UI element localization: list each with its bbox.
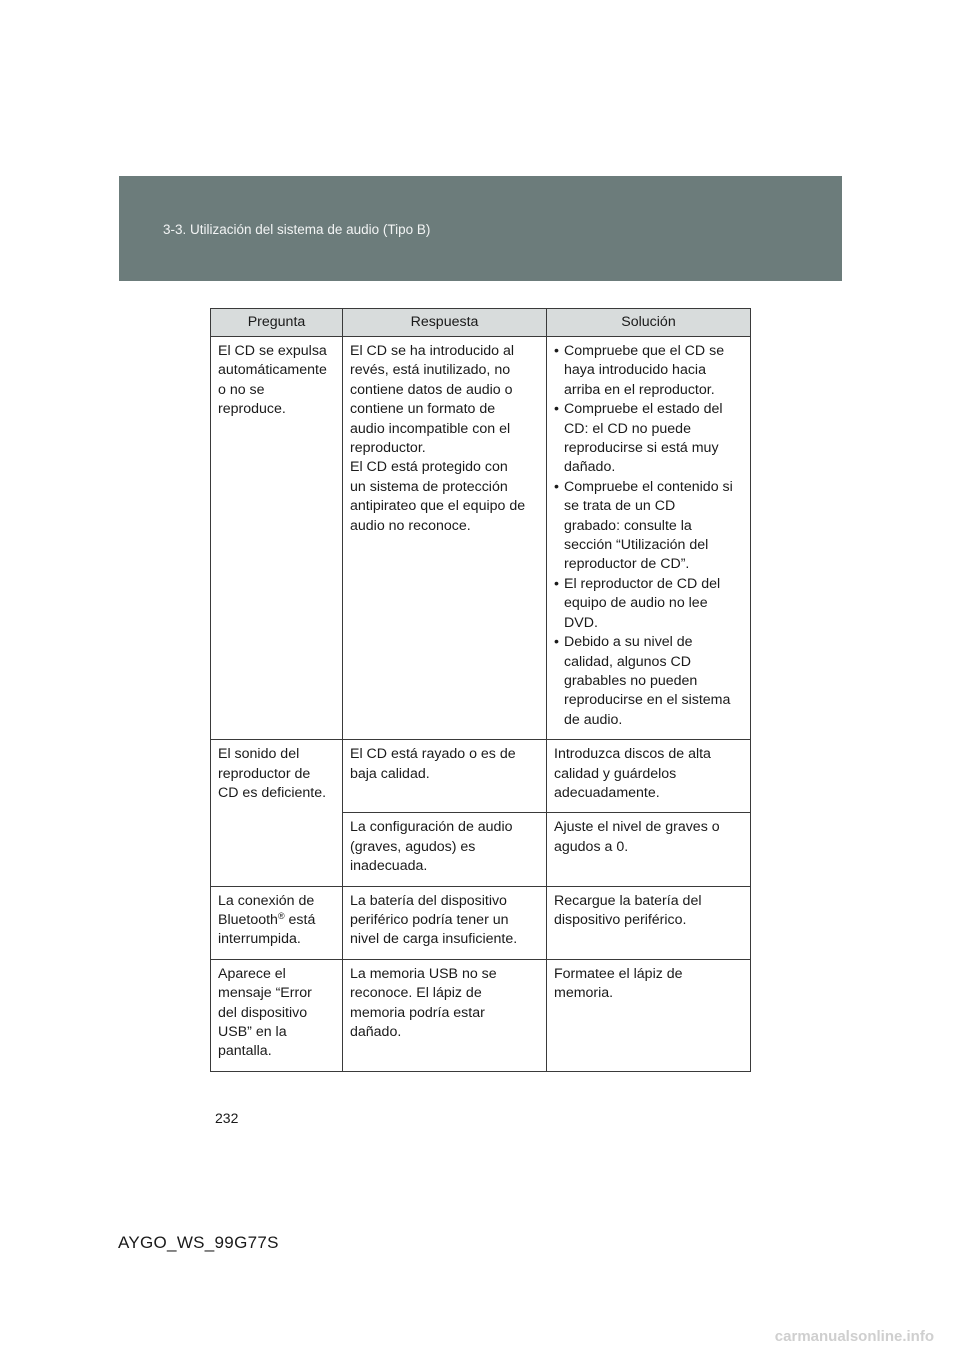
section-title: 3-3. Utilización del sistema de audio (Tipo B) [163,222,431,237]
text-line: memoria podría estar [350,1004,485,1021]
solution-item [554,633,745,730]
text-line: El sonido del [218,746,300,763]
text-line: audio incompatible con el [350,420,511,437]
text-line: • Compruebe el estado del [564,401,723,418]
text-line: revés, está inutilizado, no [350,362,511,379]
text-line: del dispositivo [218,1004,308,1021]
text-line: o no se [218,381,265,398]
text-line: • El reproductor de CD del [564,575,721,592]
solution-item [554,342,745,400]
question-cell [211,959,343,1071]
table-row [211,740,751,813]
text-line: • Debido a su nivel de [564,634,693,651]
text-line: reproductor. [350,440,426,457]
text-line: La batería del dispositivo [350,892,507,909]
registered-mark: ® [277,910,285,921]
text-line: Introduzca discos de alta [554,746,711,763]
text-line: memoria. [554,985,614,1002]
text-line: CD es deficiente. [218,784,327,801]
text-line: El CD se ha introducido al [350,343,515,359]
text-line: Aparece el [218,965,286,982]
text-line: dañado. [350,1024,402,1040]
text-line: se trata de un CD [564,498,676,515]
text-line: nivel de carga insuficiente. [350,931,518,948]
text-line: automáticamente [218,362,327,379]
solution-cell [547,959,751,1071]
solution-list [554,342,745,730]
text-line [218,911,337,930]
table-row [211,959,751,1071]
text-line: periférico podría tener un [350,911,509,928]
solution-cell [547,813,751,886]
text-line: Formatee el lápiz de [554,965,683,982]
text-line: audio no reconoce. [350,517,471,534]
text-line: mensaje “Error [218,985,312,1002]
watermark: carmanualsonline.info [774,1328,934,1345]
document-code: AYGO_WS_99G77S [118,1233,279,1252]
question-cell [211,740,343,886]
text-line: reconoce. El lápiz de [350,985,482,1002]
text-line: Ajuste el nivel de graves o [554,819,720,836]
text-line: arriba en el reproductor. [564,381,715,398]
text-line: El CD está protegido con [350,459,508,476]
text-line: un sistema de protección [350,478,508,495]
text-line: contiene datos de audio o [350,381,513,398]
text-line: interrumpida. [218,931,301,948]
text-line: inadecuada. [350,858,428,875]
text-line: baja calidad. [350,765,430,782]
table-header-row [211,309,751,337]
text-fragment: está [284,911,316,928]
answer-cell [343,959,547,1071]
text-line: reproducirse si está muy [564,440,719,457]
bluetooth-text: Bluetooth [218,911,278,928]
solution-cell [547,886,751,959]
text-line: contiene un formato de [350,401,496,418]
answer-cell [343,813,547,886]
text-line: reproduce. [218,401,286,418]
troubleshooting-table [210,308,751,1072]
page-number: 232 [215,1110,239,1126]
column-header-question: Pregunta [211,309,343,337]
table-row [211,886,751,959]
text-line: • Compruebe el contenido si [564,478,733,495]
text-line: • Compruebe que el CD se [564,343,725,359]
column-header-answer: Respuesta [343,309,547,337]
text-line: agudos a 0. [554,838,629,855]
text-line: El CD está rayado o es de [350,746,516,763]
solution-cell [547,740,751,813]
answer-cell [343,337,547,740]
column-header-solution: Solución [547,309,751,337]
question-cell [211,337,343,740]
text-line: sección “Utilización del [564,537,709,554]
text-line: La conexión de [218,892,315,909]
text-line: reproducirse en el sistema [564,692,731,709]
solution-item [554,400,745,478]
text-line: de audio. [564,711,623,728]
text-line: haya introducido hacia [564,362,706,379]
text-line: La memoria USB no se [350,965,497,982]
text-line: grabado: consulte la [564,517,692,534]
text-line: reproductor de CD”. [564,556,690,573]
text-line: El CD se expulsa [218,343,327,359]
text-line: USB” en la [218,1024,287,1040]
text-line: pantalla. [218,1043,272,1060]
header-band [119,176,842,281]
text-line: equipo de audio no lee [564,595,708,612]
text-line: calidad y guárdelos [554,765,677,782]
solution-cell [547,337,751,740]
solution-item [554,478,745,575]
text-line: adecuadamente. [554,784,660,801]
text-line: (graves, agudos) es [350,838,476,855]
question-cell [211,886,343,959]
text-line: calidad, algunos CD [564,653,691,670]
text-line: dispositivo periférico. [554,911,687,928]
text-line: DVD. [564,614,598,631]
table-row [211,337,751,740]
text-line: Recargue la batería del [554,892,702,909]
solution-item [554,575,745,633]
text-line: antipirateo que el equipo de [350,498,526,515]
text-line: grabables no pueden [564,672,698,689]
text-line: CD: el CD no puede [564,420,691,437]
text-line: dañado. [564,459,616,476]
text-line: reproductor de [218,765,311,782]
answer-cell [343,740,547,813]
text-line: La configuración de audio [350,819,513,836]
answer-cell [343,886,547,959]
